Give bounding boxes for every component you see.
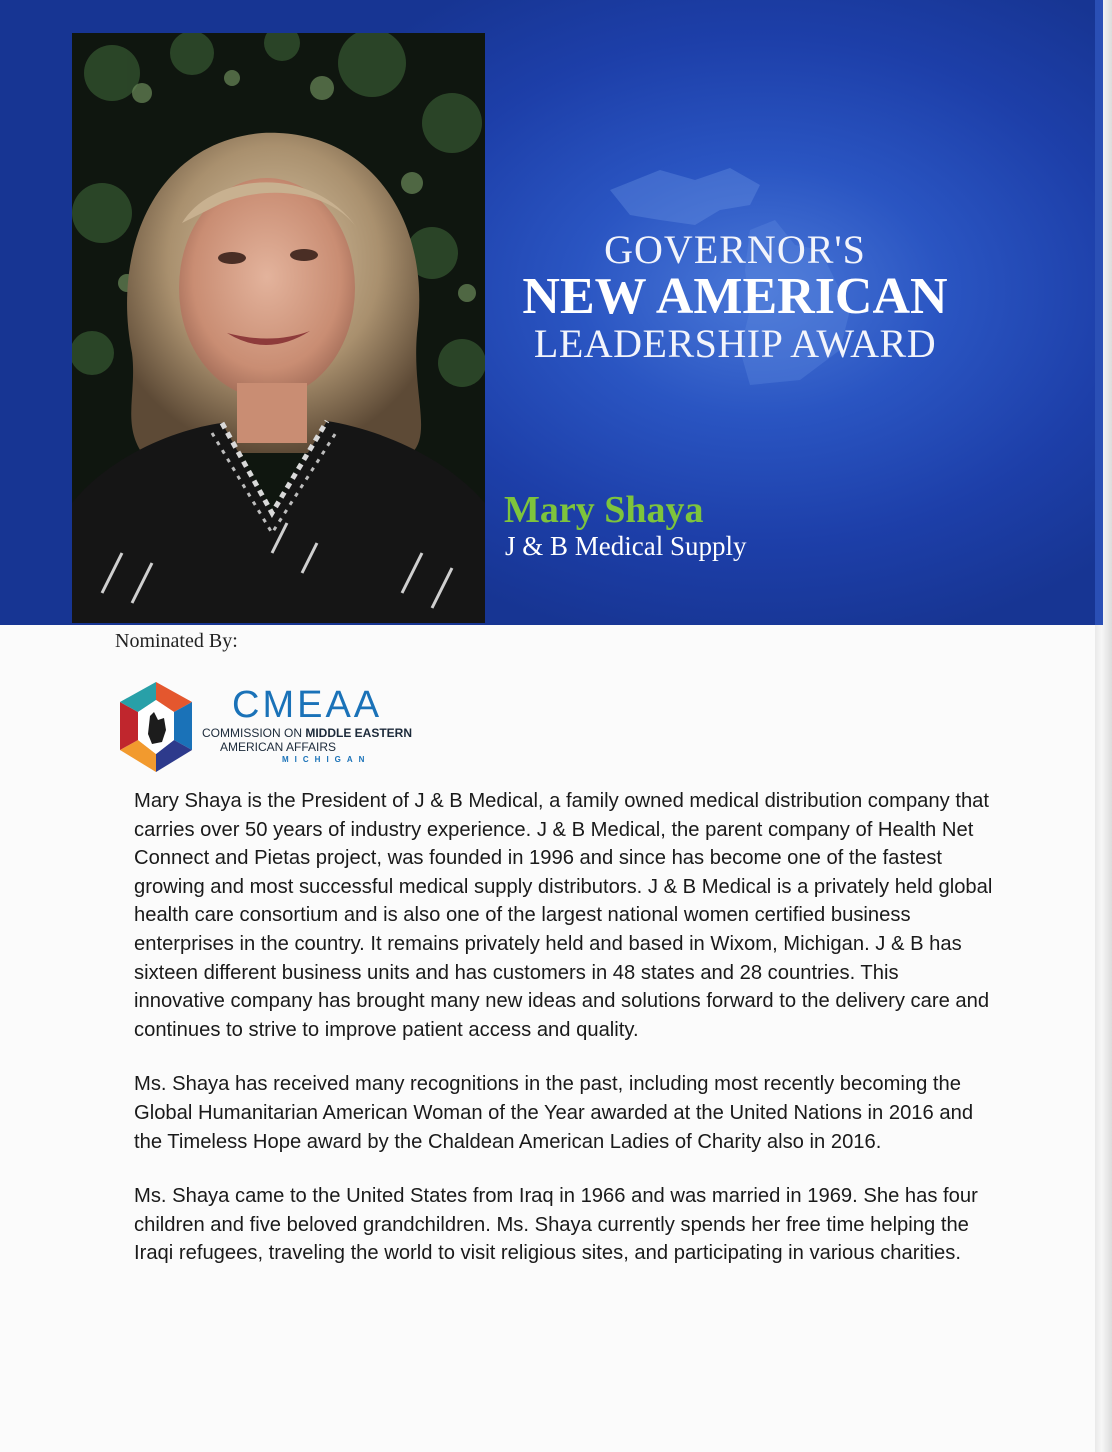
honoree-name: Mary Shaya	[504, 489, 704, 531]
bio-paragraph-3: Ms. Shaya came to the United States from Iraq in 1966 and was married in 1969. She has four children and five beloved grandchildren. Ms. Shaya currently spends her free time helping the Iraqi refugees, traveling the world to visit religious sites, and participating in various charities.	[134, 1185, 978, 1265]
cmeaa-acronym: CMEAA	[232, 684, 383, 726]
nominated-by-label: Nominated By:	[115, 630, 238, 652]
award-title-line1: GOVERNOR'S	[604, 227, 866, 272]
cmeaa-line1	[202, 726, 412, 740]
portrait-illustration	[72, 33, 485, 623]
award-title-line3: LEADERSHIP AWARD	[533, 321, 937, 366]
award-title-line2: NEW AMERICAN	[522, 268, 948, 325]
cmeaa-line1-b: MIDDLE EASTERN	[305, 726, 413, 740]
bio-paragraph-2: Ms. Shaya has received many recognitions in the past, including most recently becoming the Global Humanitarian American Woman of the Year awarded at the United Nations in 2016 and the Timeless Hope award by the Chaldean American Ladies of Charity also in 2016.	[134, 1073, 974, 1153]
honoree-company: J & B Medical Supply	[505, 531, 747, 561]
banner-right-edge	[1095, 0, 1103, 625]
cmeaa-line1-a: COMMISSION ON	[202, 726, 306, 740]
cmeaa-line2: AMERICAN AFFAIRS	[220, 740, 337, 754]
cmeaa-line3: MICHIGAN	[282, 755, 371, 764]
award-title	[500, 228, 970, 366]
cmeaa-logo	[112, 680, 442, 780]
bio-paragraph-1: Mary Shaya is the President of J & B Medical, a family owned medical distribution company that carries over 50 years of industry experience. J & B Medical, the parent company of Health Net Connect and Pietas project, was founded in 1996 and since has become one of the fastest growing and most successful medical supply distributors. J & B Medical is a privately held global health care consortium and is also one of the largest national women certified business enterprises in the country. It remains privately held and based in Wixom, Michigan. J & B has sixteen different business units and has customers in 48 states and 28 countries. This innovative company has brought many new ideas and solutions forward to the delivery care and continues to strive to improve patient access and quality.	[134, 790, 993, 1041]
honoree-bio	[134, 787, 994, 1294]
honoree-photo	[72, 33, 485, 623]
cmeaa-emblem-icon	[112, 680, 200, 776]
